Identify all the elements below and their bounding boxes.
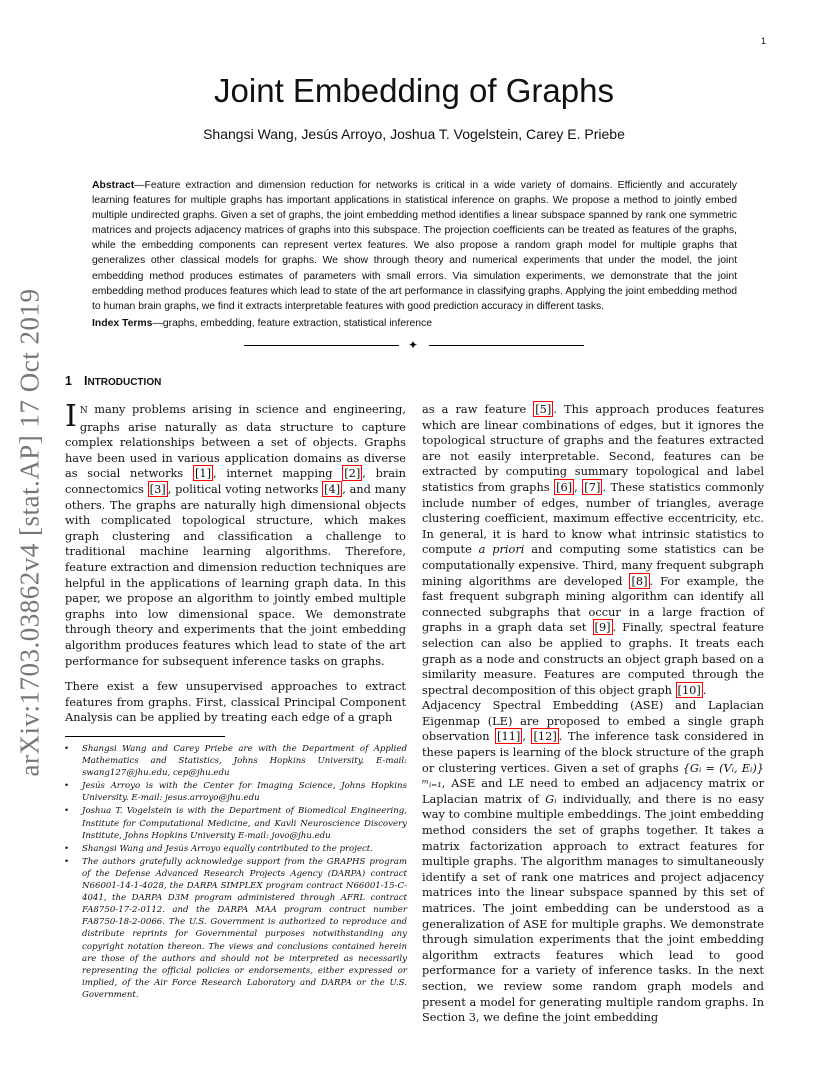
footnote-item: • Jesús Arroyo is with the Center for Imaging Science, Johns Hopkins University. E-mail: jesus.arroyo@jhu.edu	[62, 780, 407, 804]
citation-link[interactable]: [2]	[344, 466, 361, 481]
intro-paragraph-1	[65, 399, 406, 669]
section-separator	[244, 339, 584, 353]
citation-link[interactable]: [1]	[194, 466, 212, 481]
authors: Shangsi Wang, Jesús Arroyo, Joshua T. Vogelstein, Carey E. Priebe	[203, 126, 625, 142]
footnotes	[62, 743, 407, 1002]
citation-link[interactable]: [3]	[149, 481, 166, 496]
text: ,	[574, 479, 583, 494]
footnote-item: • The authors gratefully acknowledge support from the GRAPHS program of the Defense Advanced Research Projects Agency (DARPA) contract N66001-14-1-4028, the DARPA SIMPLEX program contract N66001-15-C-4041, the DARPA D3M program administered through AFRL contract FA8750-17-2-0112. and the DARPA MAA program contract number FA8750-18-2-0066. The U.S. Government is authorized to reproduce and distribute reprints for Governmental purposes notwithstanding any copyright notation thereon. The views and conclusions contained herein are those of the authors and should not be interpreted as necessarily representing the official policies or endorsements, either expressed or implied, of the Air Force Research Laboratory and DARPA or the U.S. Government.	[62, 856, 407, 1001]
right-column	[422, 402, 764, 1026]
intro-paragraph-2: There exist a few unsupervised approaches to extract features from graphs. First, classical Principal Component Analysis can be applied by treating each edge of a graph	[65, 679, 406, 725]
text: . These statistics commonly include number of edges, number of triangles, average clustering coefficient, maximum effective eccentricity, etc. In general, it is hard to know what intrinsic statistics to compute	[422, 479, 765, 557]
separator-diamond-icon: ✦	[408, 338, 419, 352]
text: Adjacency Spectral Embedding (ASE) and Laplacian Eigenmap (LE) are proposed to embed a single graph observation	[422, 698, 764, 744]
section-heading	[65, 374, 161, 388]
separator-line-left	[244, 345, 399, 346]
text: , political voting networks	[167, 481, 323, 496]
intro-paragraph-3	[422, 402, 764, 698]
text: . For example, the fast frequent subgraph mining algorithm can identify all connected subgraphs that occur in a large fraction of graphs in a graph data set	[422, 573, 765, 635]
section-title-rest: NTRODUCTION	[87, 377, 162, 388]
text: , internet mapping	[213, 466, 343, 481]
footnote-rule	[65, 736, 225, 737]
drop-cap: I	[65, 399, 77, 434]
citation-link[interactable]: [6]	[556, 479, 573, 494]
math-graph-set: {Gᵢ = (Vᵢ, Eᵢ)}ᵐᵢ₌₁	[422, 760, 764, 791]
index-terms	[92, 318, 737, 329]
separator-line-right	[429, 345, 584, 346]
text: and computing some statistics can be computationally expensive. Third, many frequent subgraph mining algorithms are developed	[422, 542, 764, 588]
citation-link[interactable]: [8]	[631, 573, 648, 588]
footnote-item: • Shangsi Wang and Carey Priebe are with the Department of Applied Mathematics and Statistics, Johns Hopkins University. E-mail: swang127@jhu.edu, cep@jhu.edu	[62, 743, 407, 779]
text: ,	[522, 729, 532, 744]
citation-link[interactable]: [9]	[594, 620, 611, 635]
text: . This approach produces features which are linear combinations of edges, but it ignores the topological structure of graphs and the features extracted are not easily interpretable. Second, features can be extracted by computing summary topological and label statistics from graphs	[422, 402, 765, 494]
abstract-text: —Feature extraction and dimension reduction for networks is critical in a wide variety of domains. Efficiently and accurately learning features for multiple graphs has important applications in statistical inference on graphs. We propose a method to jointly embed multiple undirected graphs. Given a set of graphs, the joint embedding method identifies a linear subspace spanned by rank one symmetric matrices and projects adjacency matrices of graphs into this subspace. The projection coefficients can be treated as features of the graphs, while the embedding components can represent vertex features. We also propose a random graph model for multiple graphs that generalizes other classical models for graphs. We show through theory and numerical experiments that under the model, the joint embedding method produces estimates of parameters with small errors. Via simulation experiments, we demonstrate that the joint embedding method produces features which lead to state of the art performance in classifying graphs. Applying the joint embedding method to human brain graphs, we find it extracts interpretable features with good prediction accuracy in different tasks.	[92, 180, 737, 312]
text: , and many others. The graphs are naturally high dimensional objects with complicated topological structure, which makes graph clustering and classification a challenge to traditional machine learning algorithms. Therefore, feature extraction and dimension reduction techniques are helpful in the applications of learning graph data. In this paper, we propose an algorithm to jointly embed multiple graphs into low dimensional space. We demonstrate through theory and experiments that the joint embedding algorithm produces features which lead to state of the art performance for subsequent inference tasks on graphs.	[65, 481, 406, 668]
citation-link[interactable]: [10]	[677, 682, 701, 697]
footnote-item: • Shangsi Wang and Jesús Arroyo equally contributed to the project.	[62, 843, 407, 855]
text: , brain connectomics	[65, 466, 406, 496]
arxiv-stamp-text: arXiv:1703.03862v4 [stat.AP] 17 Oct 2019	[14, 288, 45, 776]
text: many problems arising in science and engineering, graphs arise naturally as data structure to capture complex relationships between a set of objects. Graphs have been used in various application domains as diverse as social networks	[65, 402, 406, 481]
math-graph-gi: Gᵢ	[545, 791, 557, 806]
page-number: 1	[760, 36, 766, 46]
text: individually, and there is no easy way to combine multiple embeddings. The joint embedding method considers the set of graphs together. It takes a matrix factorization approach to extract features for multiple graphs. The algorithm manages to simultaneously identify a set of rank one matrices and project adjacency matrices into the linear subspace spanned by this set of matrices. The joint embedding can be understood as a generalization of ASE for multiple graphs. We demonstrate through simulation experiments that the joint embedding algorithm extracts features which lead to good performance for a variety of inference tasks. In the next section, we review some random graph models and present a model for generating multiple random graphs. In Section 3, we define the joint embedding	[422, 791, 764, 1025]
abstract	[92, 178, 737, 314]
citation-link[interactable]: [12]	[533, 729, 557, 744]
citation-link[interactable]: [5]	[535, 402, 552, 416]
section-number: 1	[65, 374, 72, 388]
text: . Finally, spectral feature selection can also be applied to graphs. It treats each graph as a node and constructs an object graph based on a similarity measure. Features are computed through the spectral decomposition of this object graph	[422, 620, 765, 697]
citation-link[interactable]: [4]	[324, 481, 341, 496]
text: .	[702, 682, 707, 697]
text: as a raw feature	[422, 402, 534, 416]
small-caps-lead: N	[79, 406, 88, 416]
footnote-item: • Joshua T. Vogelstein is with the Department of Biomedical Engineering, Institute for Computational Medicine, and Kavli Neuroscience Discovery Institute, Johns Hopkins University E-mail: jovo@jhu.edu	[62, 805, 407, 841]
citation-link[interactable]: [7]	[584, 479, 601, 494]
emphasis-text: a priori	[478, 542, 525, 557]
arxiv-stamp	[4, 287, 56, 777]
intro-paragraph-4	[422, 698, 764, 1025]
abstract-label: Abstract	[92, 180, 135, 191]
paper-title: Joint Embedding of Graphs	[214, 72, 614, 109]
text: , ASE and LE need to embed an adjacency matrix or Laplacian matrix of	[422, 776, 764, 806]
section-title-initial: I	[83, 374, 88, 388]
index-terms-text: —graphs, embedding, feature extraction, statistical inference	[152, 318, 432, 329]
left-column	[65, 399, 406, 726]
text: . The inference task considered in these papers is learning of the block structure of the graph or clustering vertices. Given a set of graphs	[422, 729, 765, 775]
citation-link[interactable]: [11]	[497, 729, 521, 744]
index-terms-label: Index Terms	[92, 318, 153, 329]
